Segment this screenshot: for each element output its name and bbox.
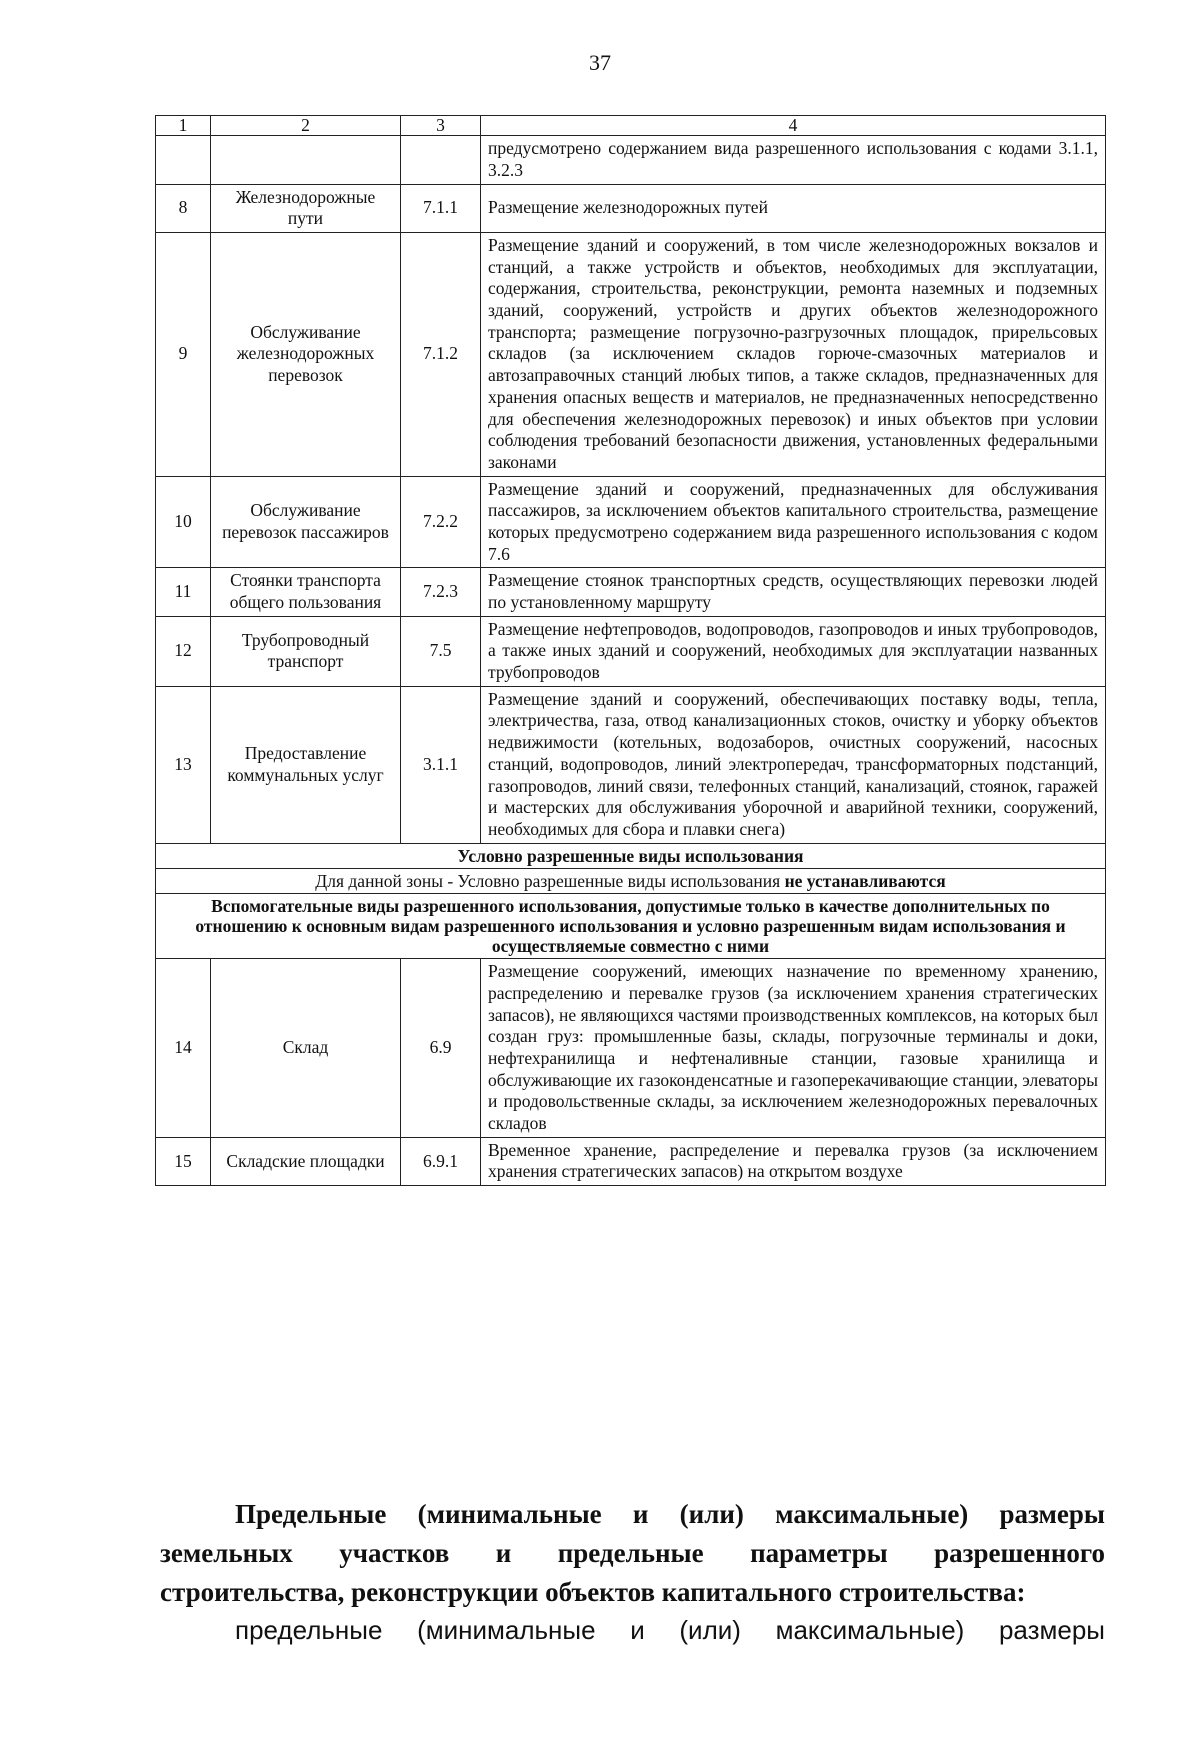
table-row-continuation: [156, 136, 1106, 184]
cell-description: Размещение зданий и сооружений, в том числе железнодорожных вокзалов и станций, а также устройств и объектов, необходимых для эксплуатации, содержания, строительства, реконструкции, ремонта наземных и подземных зданий, сооружений, устройств и других объектов железнодорожного транспорта; размещение погрузочно-разгрузочных площадок, прирельсовых складов (за исключением складов горюче-смазочных материалов и автозаправочных станций любых типов, а также складов, предназначенных для хранения опасных веществ и материалов, не предназначенных непосредственно для обеспечения железнодорожных перевозок) и иных объектов при условии соблюдения требований безопасности движения, установленных федеральными законами: [481, 233, 1106, 477]
cell-description: Размещение стоянок транспортных средств, осуществляющих перевозки людей по установленному маршруту: [481, 568, 1106, 616]
table-row: [156, 476, 1106, 568]
cell-number: 15: [156, 1137, 211, 1185]
conditional-notice: [156, 868, 1106, 893]
cell-use-name: Предоставление коммунальных услуг: [211, 686, 401, 843]
cell-use-name: Обслуживание железнодорожных перевозок: [211, 233, 401, 477]
land-use-table: [155, 115, 1106, 1186]
header-col-4: 4: [481, 116, 1106, 136]
cell-code: 6.9: [401, 959, 481, 1138]
header-col-1: 1: [156, 116, 211, 136]
notice-row-conditional: [156, 868, 1106, 893]
closing-heading-line-3: строительства, реконструкции объектов капитального строительства:: [160, 1577, 1026, 1608]
section-row-auxiliary: [156, 893, 1106, 958]
closing-section: [160, 1495, 1105, 1650]
cell-code: 7.2.3: [401, 568, 481, 616]
conditional-notice-emphasis: не устанавливаются: [784, 870, 946, 891]
section-title-auxiliary: Вспомогательные виды разрешенного использования, допустимые только в качестве дополнительных по отношению к основным видам разрешенного использования и условно разрешенным видам использования и осуществляемые совместно с ними: [156, 893, 1106, 958]
cell-use-name: Складские площадки: [211, 1137, 401, 1185]
cell-number: 9: [156, 233, 211, 477]
cell-use-name: Железнодорожные пути: [211, 184, 401, 232]
header-col-3: 3: [401, 116, 481, 136]
closing-heading-line-2: земельных участков и предельные параметры разрешенного: [160, 1538, 1105, 1569]
cell-empty: [401, 136, 481, 184]
closing-heading-line-1: Предельные (минимальные и (или) максимальные) размеры: [235, 1499, 1105, 1529]
table-row: [156, 686, 1106, 843]
table-row: [156, 233, 1106, 477]
table-row: [156, 959, 1106, 1138]
cell-number: 10: [156, 476, 211, 568]
cell-use-name: Обслуживание перевозок пассажиров: [211, 476, 401, 568]
cell-code: 3.1.1: [401, 686, 481, 843]
cell-code: 6.9.1: [401, 1137, 481, 1185]
cell-use-name: Стоянки транспорта общего пользования: [211, 568, 401, 616]
cell-code: 7.5: [401, 616, 481, 686]
cell-code: 7.1.1: [401, 184, 481, 232]
cell-number: 11: [156, 568, 211, 616]
cell-use-name: Склад: [211, 959, 401, 1138]
cell-description: Размещение зданий и сооружений, обеспечивающих поставку воды, тепла, электричества, газа, отвод канализационных стоков, очистку и уборку объектов недвижимости (котельных, водозаборов, очистных сооружений, насосных станций, водопроводов, линий электропередач, трансформаторных подстанций, газопроводов, линий связи, телефонных станций, канализаций, стоянок, гаражей и мастерских для обслуживания уборочной и аварийной техники, сооружений, необходимых для сбора и плавки снега): [481, 686, 1106, 843]
page-number: 37: [589, 50, 611, 75]
cell-number: 12: [156, 616, 211, 686]
closing-body-line: предельные (минимальные и (или) максимальные) размеры: [235, 1615, 1105, 1646]
cell-description: Размещение сооружений, имеющих назначение по временному хранению, распределению и перевалке грузов (за исключением хранения стратегических запасов), не являющихся частями производственных комплексов, на которых был создан груз: промышленные базы, склады, погрузочные терминалы и доки, нефтехранилища и нефтеналивные станции, газовые хранилища и обслуживающие их газоконденсатные и газоперекачивающие станции, элеваторы и продовольственные склады, за исключением железнодорожных перевалочных складов: [481, 959, 1106, 1138]
cell-use-name: Трубопроводный транспорт: [211, 616, 401, 686]
table-row: [156, 568, 1106, 616]
cell-description: Временное хранение, распределение и перевалка грузов (за исключением хранения стратегических запасов) на открытом воздухе: [481, 1137, 1106, 1185]
table-header-row: [156, 116, 1106, 136]
cell-number: 8: [156, 184, 211, 232]
cell-description: Размещение зданий и сооружений, предназначенных для обслуживания пассажиров, за исключением объектов капитального строительства, размещение которых предусмотрено содержанием вида разрешенного использования с кодом 7.6: [481, 476, 1106, 568]
cell-description: Размещение железнодорожных путей: [481, 184, 1106, 232]
table-row: [156, 616, 1106, 686]
table-row: [156, 184, 1106, 232]
section-title-conditional: Условно разрешенные виды использования: [156, 843, 1106, 868]
cell-empty: [211, 136, 401, 184]
cell-code: 7.1.2: [401, 233, 481, 477]
cell-number: 14: [156, 959, 211, 1138]
table-row: [156, 1137, 1106, 1185]
cell-description: Размещение нефтепроводов, водопроводов, газопроводов и иных трубопроводов, а также иных зданий и сооружений, необходимых для эксплуатации названных трубопроводов: [481, 616, 1106, 686]
section-row-conditional: [156, 843, 1106, 868]
cell-empty: [156, 136, 211, 184]
cell-code: 7.2.2: [401, 476, 481, 568]
header-col-2: 2: [211, 116, 401, 136]
cell-description: предусмотрено содержанием вида разрешенного использования с кодами 3.1.1, 3.2.3: [481, 136, 1106, 184]
cell-number: 13: [156, 686, 211, 843]
conditional-notice-text: Для данной зоны - Условно разрешенные виды использования: [315, 870, 781, 891]
